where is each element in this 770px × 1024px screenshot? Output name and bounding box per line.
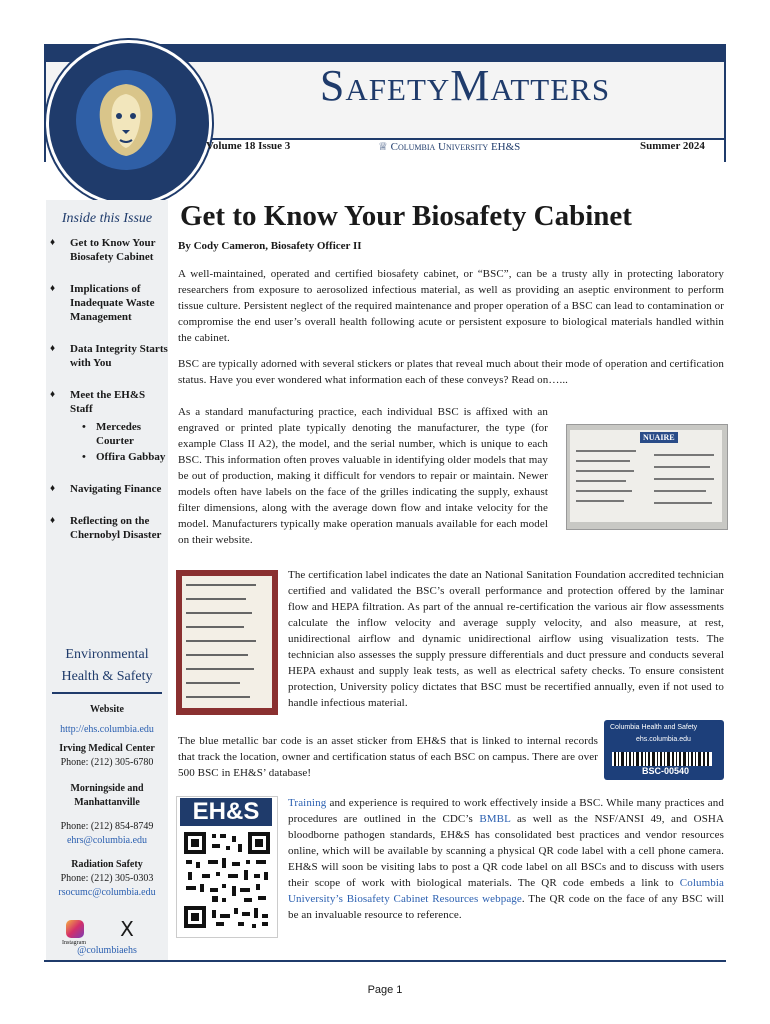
toc-item[interactable]: [50, 388, 168, 464]
diamond-bullet-icon: ♦: [50, 389, 56, 400]
cert-text-line: [186, 682, 240, 684]
plate-text-line: [654, 502, 712, 504]
table-of-contents: [50, 236, 168, 560]
bullet-dot-icon: •: [82, 421, 86, 433]
page-number: Page 1: [367, 984, 403, 996]
volume-issue: Volume 18 Issue 3: [206, 140, 291, 152]
irving-contact: [46, 742, 168, 770]
cert-text-line: [186, 696, 250, 698]
radiation-contact: [46, 858, 168, 900]
plate-text-line: [576, 470, 634, 472]
plate-text-line: [576, 460, 630, 462]
paragraph-6-text-c: . The QR code on the face of any BSC will be an invaluable resource to reference.: [288, 893, 724, 921]
toc-item[interactable]: [50, 514, 168, 542]
website-link[interactable]: http://ehs.columbia.edu: [60, 724, 154, 735]
social-handle[interactable]: @columbiaehs: [77, 945, 137, 956]
website-label: Website: [90, 704, 124, 715]
plate-text-line: [576, 500, 624, 502]
cert-text-line: [186, 612, 252, 614]
crown-icon: ♕: [378, 141, 391, 153]
toc-item-label: Get to Know Your Biosafety Cabinet: [70, 237, 156, 263]
toc-subitem-label: Offira Gabbay: [96, 451, 166, 463]
morningside-contact: [46, 782, 168, 848]
cert-text-line: [186, 584, 256, 586]
irving-phone: Phone: (212) 305-6780: [60, 757, 154, 768]
plate-text-line: [654, 454, 714, 456]
plate-brand-logo: NUAIRE: [640, 432, 678, 443]
toc-item[interactable]: [50, 282, 168, 324]
department-line-1: Environmental: [65, 647, 149, 662]
toc-item-label: Navigating Finance: [70, 483, 162, 495]
asset-sticker-title: Columbia Health and Safety: [610, 724, 698, 731]
bsc-resources-link[interactable]: Columbia University’s Biosafety Cabinet Resources webpage: [288, 877, 724, 905]
instagram-label: Instagram: [62, 940, 86, 946]
toc-subitem[interactable]: [80, 420, 168, 448]
asset-sticker-url: ehs.columbia.edu: [636, 736, 691, 743]
plate-text-line: [654, 478, 714, 480]
paragraph-3: As a standard manufacturing practice, each individual BSC is affixed with an engraved or printed plate typically denoting the manufacturer, the type (for example Class II A2), the model, and the serial number, which is unique to each BSC. This information often proves valuable in identifying older models that may be out of production, making it difficult for vendors to repair or maintain. Newer models often have labels on the face of the grilles indicating the supply, exhaust filter dimensions, along with the average down flow and intake velocity for the model. Manufacturers typically make operation manuals available for each model on their website.: [178, 406, 548, 546]
toc-item-label: Implications of Inadequate Waste Management: [70, 283, 155, 323]
irving-label: Irving Medical Center: [59, 743, 155, 754]
lion-mascot-icon: [92, 80, 160, 160]
ehs-logo: EH&S: [180, 798, 272, 826]
toc-item[interactable]: [50, 236, 168, 264]
qr-code-icon[interactable]: [182, 830, 272, 930]
department-name: [46, 644, 168, 688]
cert-text-line: [186, 640, 256, 642]
article-headline: Get to Know Your Biosafety Cabinet: [180, 200, 632, 232]
paragraph-5: The blue metallic bar code is an asset sticker from EH&S that is linked to internal records that track the location, owner and certification status of each BSC on campus. There are over 500 BSC in EH&S’ database!: [178, 735, 598, 779]
plate-text-line: [576, 450, 636, 452]
department-line-2: Health & Safety: [61, 669, 153, 684]
barcode-icon: [612, 752, 712, 766]
sidebar-divider: [52, 692, 162, 694]
paragraph-6-text-b: as well as the NSF/ANSI 49, and OSHA bloodborne pathogen standards, EH&S has consolidated best practices and vendor resources online, which will be available by scanning a physical QR code label with a cell phone camera. EH&S will soon be visiting labs to post a QR code label on all BSCs and to discuss with users their scope of work with biological materials. The QR code embeds a link to: [288, 813, 725, 889]
morningside-label-2: Manhattanville: [74, 797, 140, 808]
cert-text-line: [186, 654, 248, 656]
website-block: [46, 703, 168, 737]
plate-text-line: [654, 466, 710, 468]
university-name: [378, 140, 520, 153]
bullet-dot-icon: •: [82, 451, 86, 463]
toc-item[interactable]: [50, 482, 168, 496]
bmbl-link[interactable]: BMBL: [479, 813, 511, 825]
asset-number: BSC-00540: [642, 766, 690, 776]
issue-season: Summer 2024: [640, 140, 705, 152]
article-byline: By Cody Cameron, Biosafety Officer II: [178, 240, 362, 252]
sidebar-title: Inside this Issue: [61, 211, 153, 226]
training-link[interactable]: Training: [288, 797, 327, 809]
toc-item[interactable]: [50, 342, 168, 370]
masthead-title: SafetyMatters: [319, 61, 611, 110]
paragraph-6: [288, 795, 725, 921]
plate-text-line: [576, 480, 626, 482]
toc-subitem-label: Mercedes Courter: [96, 421, 141, 447]
certification-label-surface: [182, 576, 272, 708]
toc-item-label: Reflecting on the Chernobyl Disaster: [70, 515, 162, 541]
paragraph-4: The certification label indicates the date an National Sanitation Foundation accredited technician certified and validated the BSC’s overall performance and protection offered by the laminar flow and HEPA filtration. As part of the annual re-certification the various air flow assessments calculate the inflow velocity and average supply velocity, and also measure, at rest, unidirectional airflow and dynamic unidirectional airflow using visualization tests. The technician also assesses the supply pressure differentials and duct pressure and conducts several HEPA exhaust and supply leak tests, as well as electrical safety checks. To ensure consistent protection, University policy dictates that BSC must be recertified annually, even if not used to handle infectious material.: [288, 569, 724, 709]
morningside-label-1: Morningside and: [70, 783, 144, 794]
paragraph-6-text-a: and experience is required to work effectively inside a BSC. While many practices and procedures are outlined in the CDC’s: [288, 797, 724, 825]
cert-text-line: [186, 598, 246, 600]
x-social-icon[interactable]: X: [120, 917, 134, 941]
toc-subitem[interactable]: [80, 450, 168, 464]
morningside-phone: Phone: (212) 854-8749: [60, 821, 154, 832]
diamond-bullet-icon: ♦: [50, 483, 56, 494]
university-name-text: Columbia University EH&S: [390, 141, 521, 153]
diamond-bullet-icon: ♦: [50, 237, 56, 248]
plate-surface: [570, 430, 722, 522]
radiation-email[interactable]: rsocumc@columbia.edu: [58, 887, 156, 898]
diamond-bullet-icon: ♦: [50, 283, 56, 294]
paragraph-2: BSC are typically adorned with several stickers or plates that reveal much about their mode of operation and certification status. Have you ever wondered what information each of these conveys? Read on…...: [178, 358, 724, 386]
morningside-email[interactable]: ehrs@columbia.edu: [66, 835, 148, 846]
cert-text-line: [186, 626, 244, 628]
cert-text-line: [186, 668, 254, 670]
radiation-label: Radiation Safety: [71, 859, 143, 870]
toc-subitems: [70, 420, 168, 464]
footer-divider: [44, 960, 726, 962]
toc-item-label: Meet the EH&S Staff: [70, 389, 146, 415]
paragraph-1: A well-maintained, operated and certified biosafety cabinet, or “BSC”, can be a trusty ally in protecting laboratory researchers from exposure to aerosolized infectious material, as well as providing an aseptic environment to perform tissue culture. Persistent neglect of the required maintenance and proper operation of a BSC can lead to contamination or compromise the end user’s overall health following acute or persistent exposure to biological materials handled within the cabinet.: [178, 268, 724, 344]
plate-text-line: [576, 490, 632, 492]
radiation-phone: Phone: (212) 305-0303: [60, 873, 154, 884]
toc-item-label: Data Integrity Starts with You: [70, 343, 168, 369]
diamond-bullet-icon: ♦: [50, 515, 56, 526]
diamond-bullet-icon: ♦: [50, 343, 56, 354]
instagram-icon[interactable]: [66, 920, 84, 938]
plate-text-line: [654, 490, 706, 492]
